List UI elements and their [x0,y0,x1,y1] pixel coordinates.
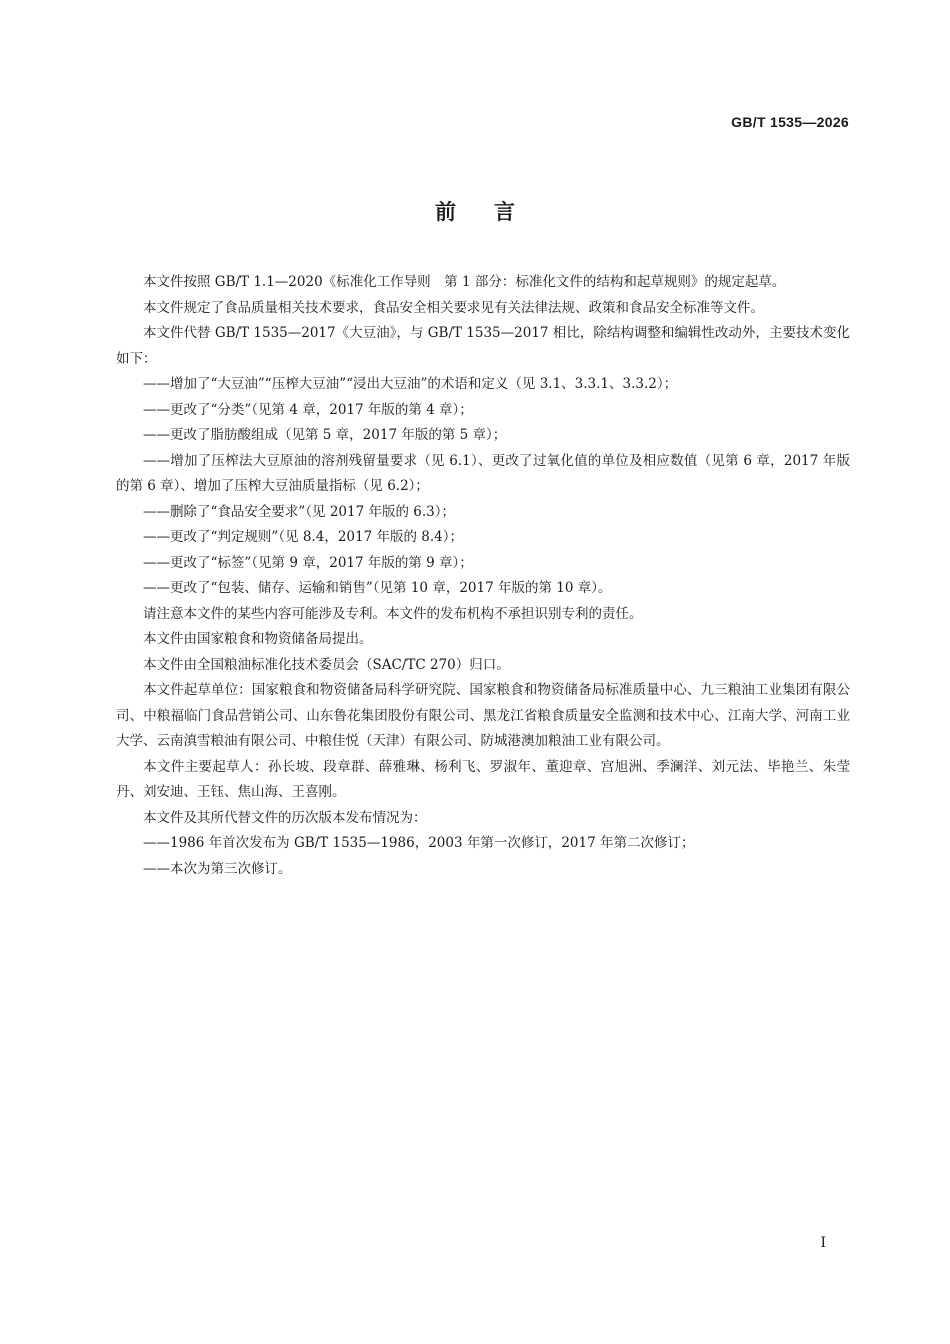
change-item: ——更改了“判定规则”（见 8.4，2017 年版的 8.4）； [143,529,463,545]
standard-code: GB/T 1535—2026 [731,114,849,130]
change-item: ——更改了“分类”（见第 4 章，2017 年版的第 4 章）； [143,401,473,418]
change-item: ——更改了“包装、储存、运输和销售”（见第 10 章，2017 年版的第 10 章）。 [143,580,612,596]
paragraph-drafters: 本文件主要起草人：孙长坡、段章群、薛雅琳、杨利飞、罗淑年、董迎章、宫旭洲、季澜洋、刘元法、毕艳兰、朱莹丹、刘安迪、王钰、焦山海、王喜刚。 [116,758,850,800]
change-item: ——增加了“大豆油”“压榨大豆油”“浸出大豆油”的术语和定义（见 3.1、3.3.1、3.3.2）； [143,376,678,392]
paragraph-proposed-by: 本文件由国家粮食和物资储备局提出。 [143,631,373,647]
paragraph-scope: 本文件规定了食品质量相关技术要求，食品安全相关要求见有关法律法规、政策和食品安全标准等文件。 [143,299,764,316]
foreword-body [116,270,850,882]
paragraph-drafting-rules: 本文件按照 GB/T 1.1—2020《标准化工作导则 第 1 部分：标准化文件的结构和起草规则》的规定起草。 [143,274,786,290]
paragraph-history-intro: 本文件及其所代替文件的历次版本发布情况为： [143,809,427,826]
paragraph-drafting-organizations: 本文件起草单位：国家粮食和物资储备局科学研究院、国家粮食和物资储备局标准质量中心、九三粮油工业集团有限公司、中粮福临门食品营销公司、山东鲁花集团股份有限公司、黑龙江省粮食质量安全监测和技术中心、江南大学、河南工业大学、云南滇雪粮油有限公司、中粮佳悦（天津）有限公司、防城港澳加粮油工业有限公司。 [116,682,850,749]
page-title: 前言 [435,200,553,224]
change-item: ——增加了压榨法大豆原油的溶剂残留量要求（见 6.1）、更改了过氧化值的单位及相应数值（见第 6 章，2017 年版的第 6 章）、增加了压榨大豆油质量指标（见 6.2）； [116,452,850,494]
paragraph-under-jurisdiction: 本文件由全国粮油标准化技术委员会（SAC/TC 270）归口。 [143,656,510,673]
page-number: I [820,1235,826,1251]
paragraph-patent-note: 请注意本文件的某些内容可能涉及专利。本文件的发布机构不承担识别专利的责任。 [143,605,643,622]
change-item: ——删除了“食品安全要求”（见 2017 年版的 6.3）； [143,503,456,520]
change-item: ——更改了“标签”（见第 9 章，2017 年版的第 9 章）； [143,554,473,571]
history-item: ——本次为第三次修订。 [143,860,292,877]
paragraph-replaces: 本文件代替 GB/T 1535—2017《大豆油》，与 GB/T 1535—2017 相比，除结构调整和编辑性改动外，主要技术变化如下： [116,325,850,367]
history-item: ——1986 年首次发布为 GB/T 1535—1986，2003 年第一次修订，2017 年第二次修订； [143,835,695,851]
change-item: ——更改了脂肪酸组成（见第 5 章，2017 年版的第 5 章）； [143,427,507,443]
